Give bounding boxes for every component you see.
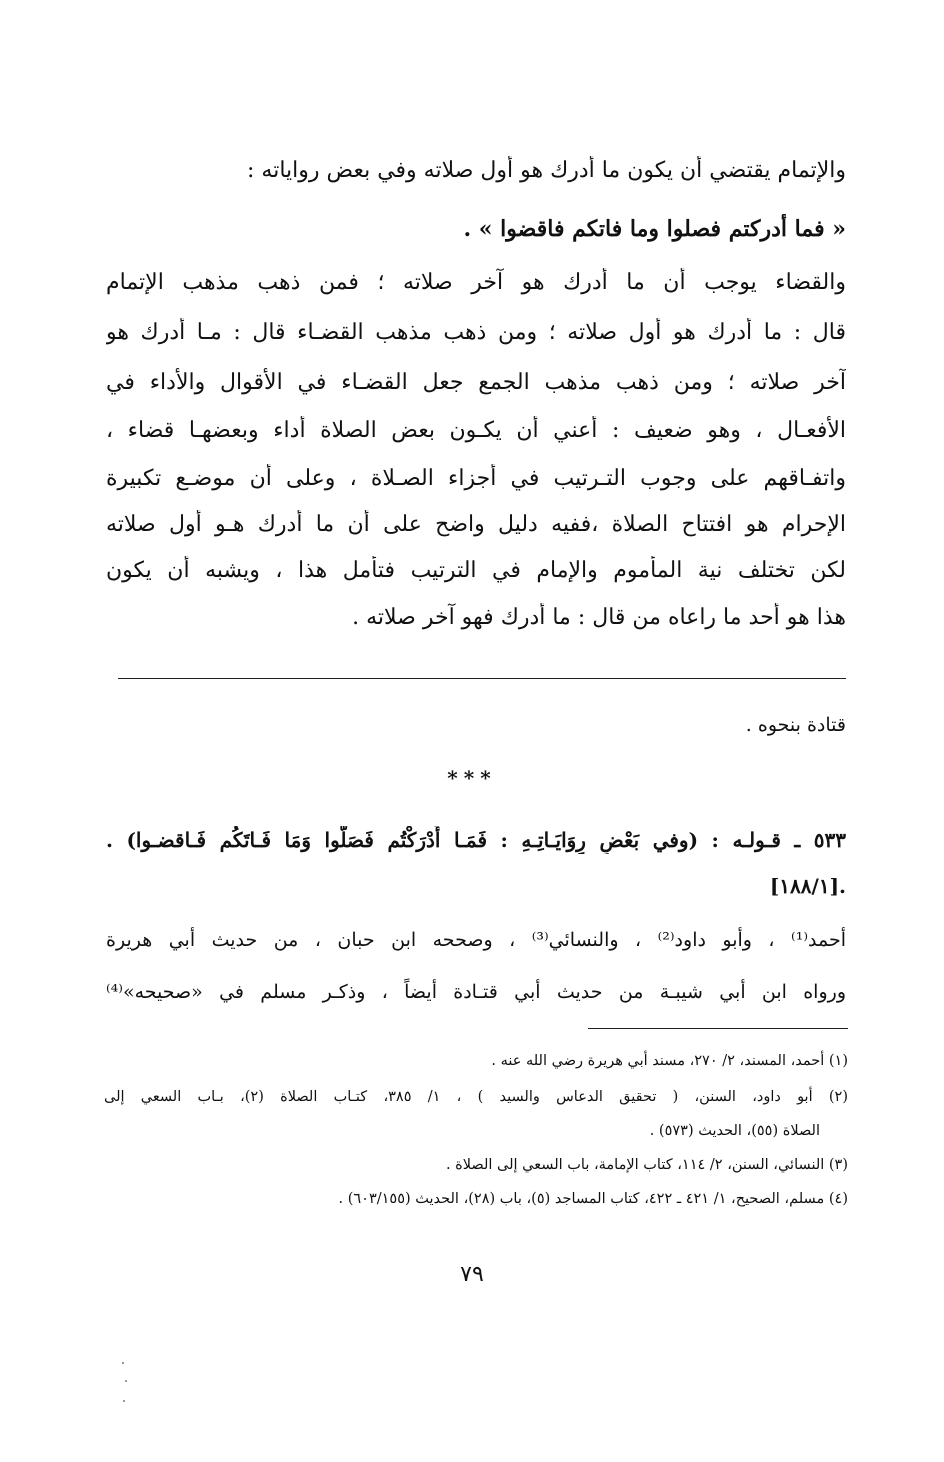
scan-speck	[122, 1362, 124, 1364]
main-text-line-8: الإحرام هو افتتاح الصلاة ،ففيه دليل واضح على أن ما أدرك هـو أول صلاته	[106, 512, 846, 537]
footnote-3: (٣) النسائي، السنن، ٢/ ١١٤، كتاب الإمامة، باب السعي إلى الصلاة .	[445, 1157, 848, 1173]
section-divider	[118, 678, 846, 679]
footnote-divider	[588, 1028, 848, 1029]
main-text-line-3: والقضاء يوجب أن ما أدرك هو آخر صلاته ؛ فمن ذهب مذهب الإتمام	[106, 270, 846, 295]
asterism-separator: ***	[447, 766, 497, 790]
page-number: ٧٩	[460, 1262, 484, 1287]
entry-heading-reference: .[١٨٨/١]	[769, 874, 846, 898]
main-text-quote-line: « فما أدركتم فصلوا وما فاتكم فاقضوا » .	[463, 216, 846, 242]
main-text-line-9: لكن تختلف نية المأموم والإمام في الترتيب فتأمل هذا ، ويشبه أن يكون	[106, 558, 846, 583]
footnote-2-continuation: الصلاة (٥٥)، الحديث (٥٧٣) .	[649, 1123, 820, 1139]
footnote-1: (١) أحمد، المسند، ٢/ ٢٧٠، مسند أبي هريرة رضي الله عنه .	[491, 1053, 848, 1069]
main-text-line-4: قال : ما أدرك هو أول صلاته ؛ ومن ذهب مذهب القضـاء قال : مـا أدرك هو	[106, 320, 846, 345]
main-text-line-6: الأفعـال ، وهو ضعيف : أعني أن يكـون بعض الصلاة أداء وبعضهـا قضاء ،	[106, 418, 846, 443]
main-text-line-5: آخر صلاته ؛ ومن ذهب مذهب الجمع جعل القضـاء في الأقوال والأداء في	[106, 370, 846, 395]
footnote-2: (٢) أبو داود، السنن، ( تحقيق الدعاس والسيد ) ، ١/ ٣٨٥، كتـاب الصلاة (٢)، بـاب السعي إلى	[104, 1089, 848, 1105]
scan-speck	[125, 1380, 127, 1382]
entry-heading: ٥٣٣ ـ قـولـه : (وفي بَعْضِ رِوَايَـاتِـهِ : فَمَـا أَدْرَكْتُم فَصَلُّوا وَمَا فَـاتَكُم فَـاقضـوا) .	[106, 828, 846, 852]
main-text-line-10: هذا هو أحد ما راعاه من قال : ما أدرك فهو آخر صلاته .	[352, 605, 846, 630]
footnote-4: (٤) مسلم، الصحيح، ١/ ٤٢١ ـ ٤٢٢، كتاب المساجد (٥)، باب (٢٨)، الحديث (٦٠٣/١٥٥) .	[338, 1191, 848, 1207]
commentary-paragraph-line-2: ورواه ابن أبي شيبـة من حديث أبي قتـادة أيضاً ، وذكـر مسلم في «صحيحه»⁽⁴⁾	[106, 981, 846, 1003]
main-text-line-7: واتفـاقهم على وجوب التـرتيب في أجزاء الصـلاة ، وعلى أن موضـع تكبيرة	[106, 466, 846, 491]
carryover-text: قتادة بنحوه .	[745, 714, 846, 736]
commentary-paragraph-line-1: أحمد⁽¹⁾ ، وأبو داود⁽²⁾ ، والنسائي⁽³⁾ ، وصححه ابن حبان ، من حديث أبي هريرة	[106, 929, 846, 951]
scan-speck	[123, 1400, 125, 1402]
main-text-line-1: والإتمام يقتضي أن يكون ما أدرك هو أول صلاته وفي بعض رواياته :	[247, 158, 846, 183]
